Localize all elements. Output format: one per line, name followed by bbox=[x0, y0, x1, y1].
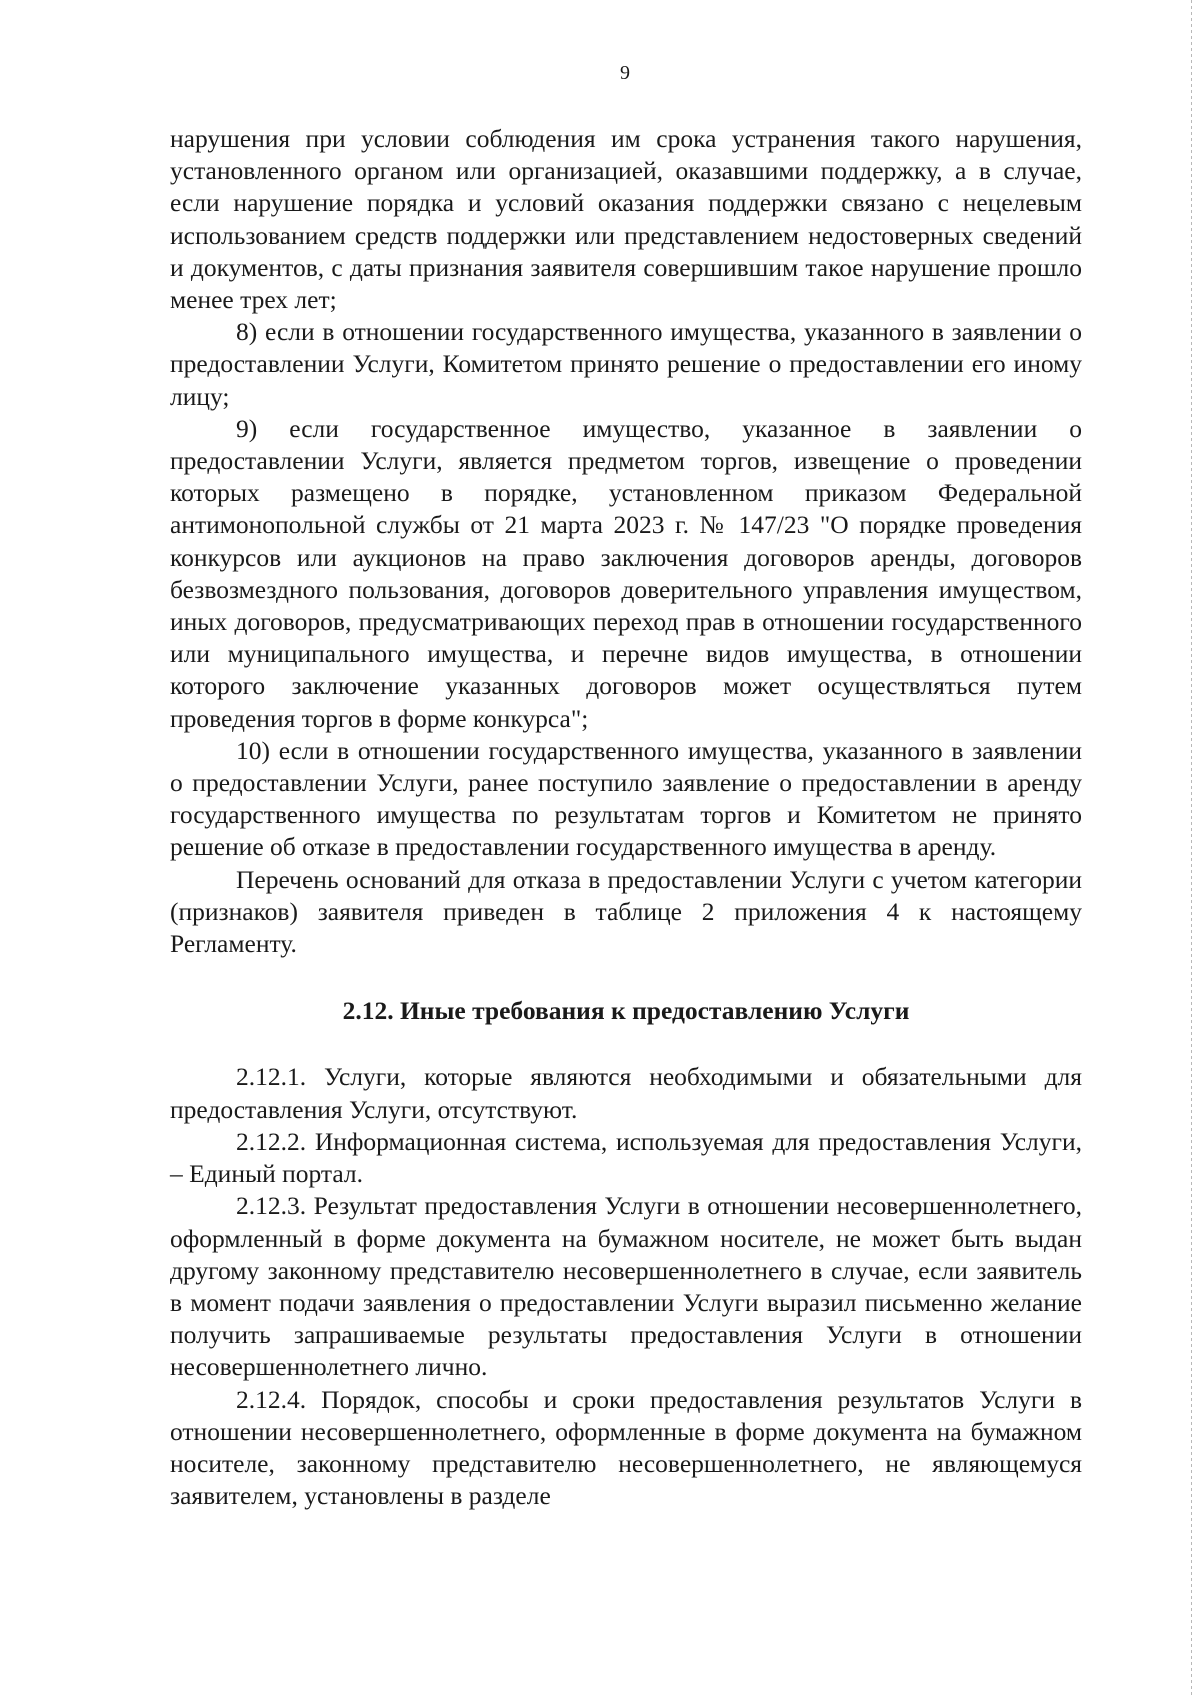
paragraph-2-12-4: 2.12.4. Порядок, способы и сроки предоставления результатов Услуги в отношении несовершеннолетнего, оформленные в форме документа на бумажном носителе, законному представителю несовершеннолетнего, не являющемуся заявителем, установлены в разделе bbox=[170, 1384, 1082, 1511]
paragraph-refusal-list: Перечень оснований для отказа в предоставлении Услуги с учетом категории (признаков) заявителя приведен в таблице 2 приложения 4 к настоящему Регламенту. bbox=[170, 864, 1082, 959]
section-heading: 2.12. Иные требования к предоставлению Услуги bbox=[342, 996, 910, 1026]
paragraph-item-9: 9) если государственное имущество, указанное в заявлении о предоставлении Услуги, является предметом торгов, извещение о проведении которых размещено в порядке, установленном приказом Федеральной антимонопольной службы от 21 марта 2023 г. № 147/23 "О порядке проведения конкурсов или аукционов на право заключения договоров аренды, договоров безвозмездного пользования, договоров доверительного управления имуществом, иных договоров, предусматривающих переход прав в отношении государственного или муниципального имущества, и перечне видов имущества, в отношении которого заключение указанных договоров может осуществляться путем проведения торгов в форме конкурса"; bbox=[170, 413, 1082, 733]
paragraph-2-12-1: 2.12.1. Услуги, которые являются необходимыми и обязательными для предоставления Услуги, отсутствуют. bbox=[170, 1062, 1082, 1124]
paragraph-item-8: 8) если в отношении государственного имущества, указанного в заявлении о предоставлении Услуги, Комитетом принято решение о предоставлении его иному лицу; bbox=[170, 317, 1082, 411]
document-body bbox=[170, 123, 1082, 1512]
paragraph-2-12-2: 2.12.2. Информационная система, используемая для предоставления Услуги, – Единый портал. bbox=[170, 1126, 1082, 1189]
paragraph-item-10: 10) если в отношении государственного имущества, указанного в заявлении о предоставлении Услуги, ранее поступило заявление о предоставлении в аренду государственного имущества по результатам торгов и Комитетом не принято решение об отказе в предоставлении государственного имущества в аренду. bbox=[170, 735, 1082, 862]
page-number: 9 bbox=[620, 62, 630, 84]
paragraph-2-12-3: 2.12.3. Результат предоставления Услуги в отношении несовершеннолетнего, оформленный в форме документа на бумажном носителе, не может быть выдан другому законному представителю несовершеннолетнего в случае, если заявитель в момент подачи заявления о предоставлении Услуги выразил письменно желание получить запрашиваемые результаты предоставления Услуги в отношении несовершеннолетнего лично. bbox=[170, 1191, 1082, 1382]
scan-edge-line bbox=[1191, 0, 1192, 1697]
paragraph-continuation: нарушения при условии соблюдения им срока устранения такого нарушения, установленного органом или организацией, оказавшими поддержку, а в случае, если нарушение порядка и условий оказания поддержки связано с нецелевым использованием средств поддержки или представлением недостоверных сведений и документов, с даты признания заявителя совершившим такое нарушение прошло менее трех лет; bbox=[170, 124, 1082, 315]
